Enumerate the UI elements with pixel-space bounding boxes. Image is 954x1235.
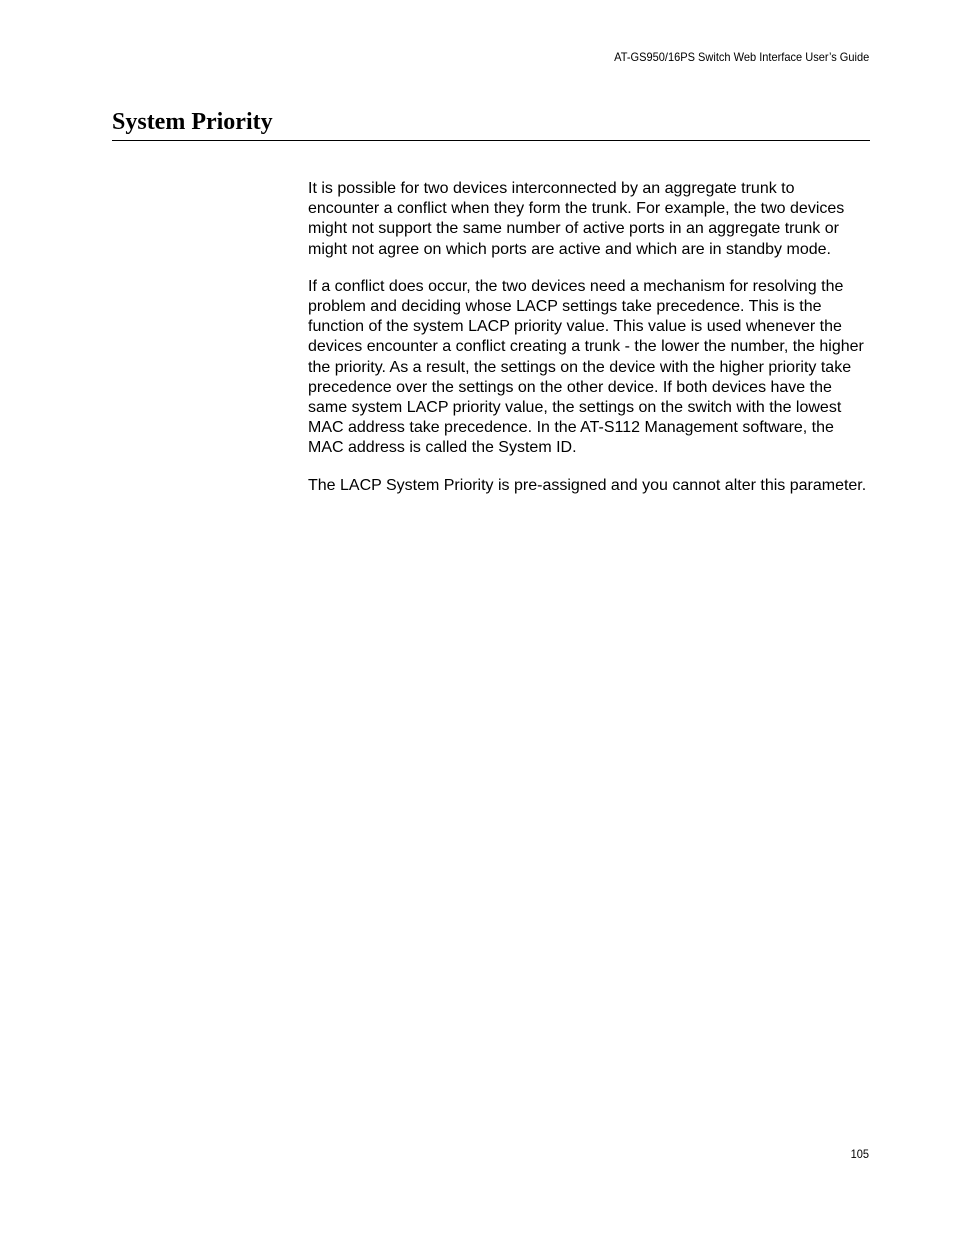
running-header: AT-GS950/16PS Switch Web Interface User’s Guide xyxy=(613,50,869,64)
paragraph-preassigned-note: The LACP System Priority is pre-assigned and you cannot alter this parameter. xyxy=(308,476,867,494)
title-rule xyxy=(112,140,870,141)
section-title: System Priority xyxy=(112,109,273,135)
page-number: 105 xyxy=(850,1147,869,1161)
paragraph-trunk-conflict: It is possible for two devices interconnected by an aggregate trunk to encounter a conflict when they form the trunk. For example, the two devices might not support the same number of active ports in an aggregate trunk or might not agree on which ports are active and which are in standby mode. xyxy=(308,180,845,258)
body-text xyxy=(308,179,870,513)
paragraph-priority-mechanism: If a conflict does occur, the two devices need a mechanism for resolving the problem and deciding whose LACP settings take precedence. This is the function of the system LACP priority value. This value is used whenever the devices encounter a conflict creating a trunk - the lower the number, the higher the priority. As a result, the settings on the device with the higher priority take precedence over the settings on the other device. If both devices have the same system LACP priority value, the settings on the switch with the lowest MAC address take precedence. In the AT-S112 Management software, the MAC address is called the System ID. xyxy=(308,277,864,457)
